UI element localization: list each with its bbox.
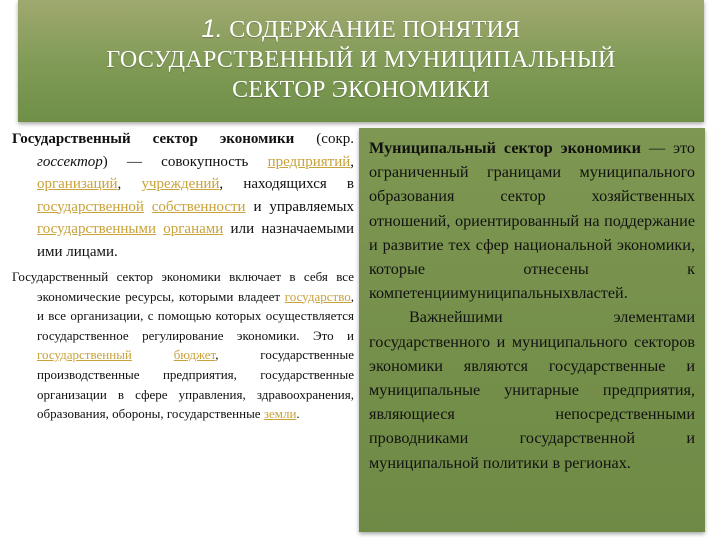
link-land[interactable]: земли [263,406,297,422]
definition-text: , [350,153,354,170]
title-banner [18,0,704,122]
definition-text: (сокр. [294,131,354,147]
title-line-2: ГОСУДАРСТВЕННЫЙ И МУНИЦИПАЛЬНЫЙ [106,47,616,73]
link-state-budget-1[interactable]: государственный [37,347,132,363]
link-institutions[interactable]: учреждений [141,176,220,192]
definition-text: ) — совокупность [102,153,268,170]
municipal-sector-definition [369,136,695,305]
description-text: , и все организации, с помощью которых осуществляется государственное регулирование экономики. Это и [37,288,354,343]
description-text: . [296,406,300,422]
link-state-bodies-2[interactable]: органами [163,221,224,237]
municipal-sector-box [359,128,705,532]
description-text: , государственные производственные предприятия, государственные организации в сфере управления, здравоохранения, образования, обороны, государственные [37,347,355,422]
definition-text: , находящихся в [219,176,355,192]
link-state-property-2[interactable]: собственности [151,198,246,215]
title-number: 1. [201,15,223,43]
link-organizations[interactable]: организаций [37,176,118,192]
left-column [12,128,354,424]
state-sector-description [12,267,354,424]
link-state-property-1[interactable]: государственной [37,198,144,215]
title-line-3: СЕКТОР ЭКОНОМИКИ [232,77,490,103]
definition-abbr: госсектор [37,153,103,170]
definition-text [144,199,152,215]
link-state[interactable]: государство [284,288,351,304]
title-line-1 [18,14,704,45]
definition-text: или назначаемыми ими лицами. [37,221,355,260]
link-state-bodies-1[interactable]: государственными [37,221,156,237]
definition-text: , [117,176,142,192]
municipal-elements-text: Важнейшими элементами государственного и муниципального секторов экономики являются государственные и муниципальные унитарные предприятия, являющиеся непосредственными проводниками государственной и муниципальной политики в регионах. [369,308,695,472]
description-text [132,347,174,362]
municipal-term: Муниципальный сектор экономики [369,139,641,157]
state-sector-definition [12,128,354,263]
description-text: Государственный сектор экономики включает в себя все экономические ресурсы, которыми владеет [12,269,354,304]
definition-text: и управляемых [245,198,355,215]
definition-term: Государственный сектор экономики [12,131,295,147]
municipal-definition-text: — это ограниченный границами муниципального образования сектор хозяйственных отношений, ориентированный на поддержание и развитие тех сфер национальной экономики, которые отнесены к компетенциимуниципальныхвластей. [369,139,696,303]
municipal-elements-paragraph [369,305,695,474]
title-text-1: СОДЕРЖАНИЕ ПОНЯТИЯ [229,17,521,43]
link-state-budget-2[interactable]: бюджет [173,347,216,363]
link-enterprises[interactable]: предприятий [267,153,351,170]
